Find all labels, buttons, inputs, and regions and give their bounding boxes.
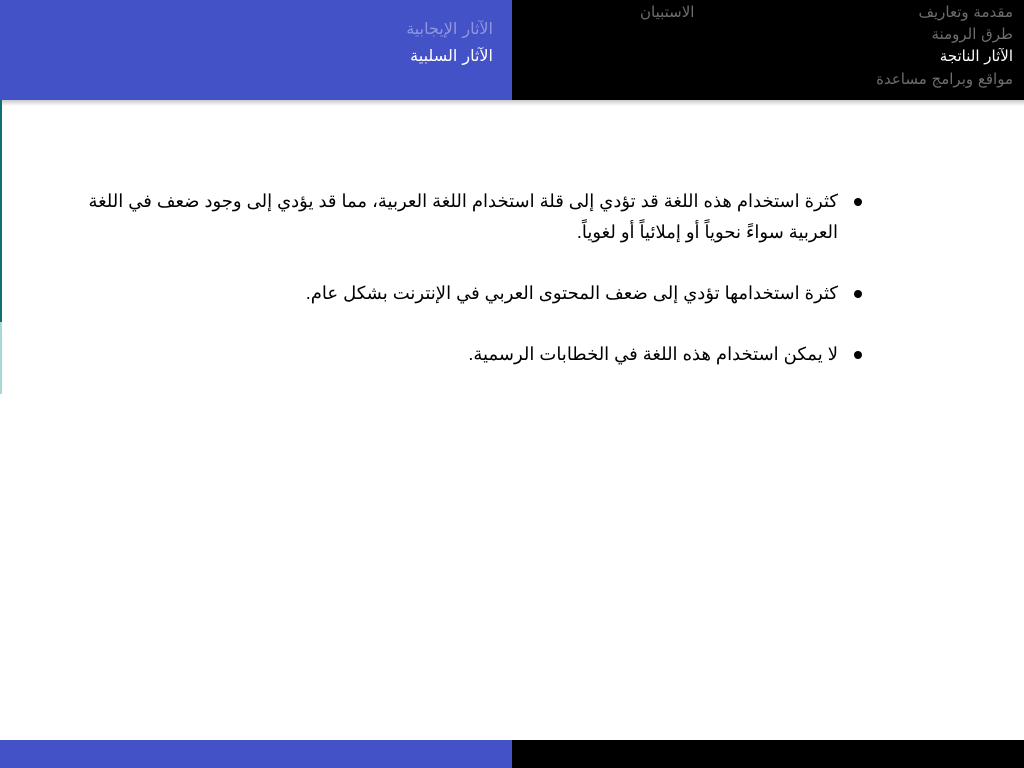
footer-right-bar xyxy=(512,740,1024,768)
bullet-icon xyxy=(854,198,862,206)
section-introduction[interactable]: مقدمة وتعاريف xyxy=(918,3,1013,21)
section-questionnaire[interactable]: الاستبيان xyxy=(640,3,695,21)
section-helpful-sites[interactable]: مواقع وبرامج مساعدة xyxy=(876,70,1013,88)
section-romanization-methods[interactable]: طرق الرومنة xyxy=(931,25,1013,43)
list-item xyxy=(58,278,864,309)
header-shadow xyxy=(0,100,1024,106)
bullet-icon xyxy=(854,351,862,359)
subsection-negative-effects[interactable]: الآثار السلبية xyxy=(410,46,493,65)
section-resulting-effects[interactable]: الآثار الناتجة xyxy=(939,47,1013,65)
list-item xyxy=(58,186,864,248)
slide-header xyxy=(0,0,1024,100)
footer-left-bar xyxy=(0,740,512,768)
bullet-icon xyxy=(854,290,862,298)
slide-content xyxy=(58,186,864,400)
sidebar-edge xyxy=(0,100,2,322)
sidebar-edge-light xyxy=(0,322,2,394)
bullet-text: لا يمكن استخدام هذه اللغة في الخطابات الرسمية. xyxy=(468,344,838,364)
slide-footer xyxy=(0,740,1024,768)
bullet-text: كثرة استخدام هذه اللغة قد تؤدي إلى قلة استخدام اللغة العربية، مما قد يؤدي إلى وجود ضعف في اللغة العربية سواءً نحوياً أو إملائياً أو لغوياً. xyxy=(88,191,838,242)
subsection-positive-effects[interactable]: الآثار الإيجابية xyxy=(406,19,493,38)
list-item xyxy=(58,339,864,370)
bullet-text: كثرة استخدامها تؤدي إلى ضعف المحتوى العربي في الإنترنت بشكل عام. xyxy=(305,283,838,303)
